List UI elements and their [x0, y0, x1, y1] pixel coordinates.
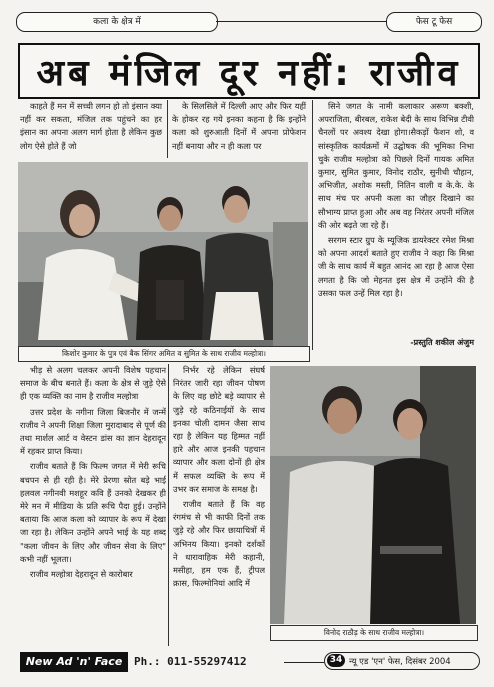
- column-divider: [312, 100, 313, 350]
- magazine-label: फेस टू फेस: [386, 12, 482, 32]
- footer-brand: New Ad 'n' Face: [20, 652, 128, 672]
- paragraph: राजीव मल्होत्रा देहरादून से कारोबार: [30, 569, 133, 580]
- page-number: 34: [327, 654, 345, 667]
- headline-box: [18, 43, 480, 99]
- paragraph: निर्भर रहे लेकिन संघर्ष निरंतर जारी रहा जीवन पोषण के लिए वह छोटे बड़े व्यापार से जुड़े रहे कठिनाईयों के साथ इनका चोली दामन जैसा साथ रहा है लेकिन यह हिम्मत नहीं हारे और आज इनकी पहचान व्यापार और कला दोनों ही क्षेत्र में सफल व्यक्ति के रूप में उभर कर समाज के समक्ष है।: [173, 365, 265, 494]
- footer-issue-tab: [324, 652, 480, 670]
- column-3: [318, 100, 474, 332]
- paragraph: के सिलसिले में दिल्ली आए और फिर यहीं के होकर रह गये इनका कहना है कि इन्होंने कला को शुरुआती दिनों में अपना प्रोफेशन नहीं बनाया और न ही कला पर: [172, 101, 306, 151]
- footer: [14, 652, 480, 674]
- paragraph: उत्तर प्रदेश के नगीना जिला बिजनौर में जन्में राजीव ने अपनी शिक्षा जिला मुरादाबाद से पूर्ण की तथा मार्शल आर्ट व वेस्टन डांस का ज्ञान देहरादून में रहकर प्राप्त किया।: [20, 406, 166, 457]
- photo-caption-top: किशोर कुमार के पुत्र एवं बैक सिंगर अमित व सुमित के साथ राजीव मल्होत्रा।: [18, 346, 310, 362]
- photo-image: [18, 162, 308, 346]
- photo-vinod-rathod: [270, 366, 476, 624]
- column-divider: [167, 100, 168, 158]
- column-2-top: [172, 100, 306, 156]
- footer-rule: [284, 662, 324, 663]
- byline: -प्रस्तुति शकील अंजुम: [410, 337, 474, 347]
- issue-label: न्यू एड 'एन' फेस, दिसंबर 2004: [349, 657, 451, 667]
- paragraph: सरगम स्टार ग्रुप के म्यूजिक डायरेक्टर रमेश मिश्रा को अपना आदर्श बताते हुए राजीव ने कहा कि मिश्रा जी के साथ कार्य में बहुत आनंद आ रहा है आज ऐसा लगता है कि जो मेहनत इस क्षेत्र में उन्होंने की है उसका फल उन्हें मिल रहा है।: [318, 235, 474, 298]
- column-1-bottom: [20, 364, 166, 644]
- headline: अब मंजिल दूर नहीं: राजीव: [36, 52, 462, 94]
- paragraph: भीड़ से अलग चलकर अपनी विशेष पहचान समाज के बीच बनाते हैं। कला के क्षेत्र से जुड़े ऐसे ही एक व्यक्ति का नाम है राजीव मल्होत्रा: [20, 365, 166, 402]
- column-1-top: [20, 100, 162, 156]
- paragraph: राजीव बताते हैं कि फिल्म जगत में मेरी रूचि बचपन से ही रही है। मेरे प्रेरणा स्रोत बड़े भाई हलवल नगीनवी मशहूर कवि हैं उनको देखकर ही मेरे मन में मीडिया के प्रति रूचि पैदा हुई। उन्होंने बताया कि आज कला को व्यापार के रूप में देखा जा रहा है। लेकिन उन्होंने अपने भाई के यह शब्द "कला जीवन के लिए और जीवन सेवा के लिए" कभी नहीं भूलता।: [20, 461, 166, 564]
- column-2-bottom: [173, 364, 265, 644]
- section-label: कला के क्षेत्र में: [16, 12, 218, 32]
- paragraph: सिने जगत के नामी कलाकार अरूण बक्शी, अपराजिता, बीरबल, राकेश बेदी के साथ विभिन्न टीवी चैनलों पर अवश्य देखा होगा।सैकड़ों फैशन शो, व सांस्कृतिक कार्यक्रमों में उद्घोषक की भूमिका निभा चुके राजीव मल्होत्रा को पिछले दिनों गायक अमित कुमार, सुमित कुमार, विनोद राठौर, सुनीधी चौहान, अभिजीत, अशोक मस्ती, नितिन वाली व के.के. के साथ मंच पर अपनी कला का जौहर दिखाने का सौभाग्य प्राप्त हुआ और अब वह निरंतर अपनी मंजिल की ओर बढ़ते जा रहे हैं।: [318, 101, 474, 230]
- photo-singers-group: [18, 162, 308, 346]
- paragraph: राजीव बताते हैं कि वह रंगमंच से भी काफी दिनों तक जुड़े रहे और फिर छायाचित्रों में अभिनय किया। इनको दर्शकों ने धारावाहिक मेरी कहानी, मसीहा, हम एक हैं, ट्रीपल क्रास, फिल्मोनियां आदि में: [173, 499, 265, 589]
- footer-phone: Ph.: 011-55297412: [134, 655, 247, 668]
- paragraph: काहते हैं मन में सच्ची लगन हो तो इंसान क्या नहीं कर सकता, मंजिल तक पहुंचने का हर इंसान का अपना अलग मार्ग होता है लेकिन कुछ लोग ऐसे होते हैं जो: [20, 101, 162, 151]
- photo-image: [270, 366, 476, 624]
- column-divider: [168, 364, 169, 646]
- header-rule: [216, 21, 386, 22]
- photo-caption-bottom: विनोद राठौड़ के साथ राजीव मल्होत्रा।: [270, 625, 478, 641]
